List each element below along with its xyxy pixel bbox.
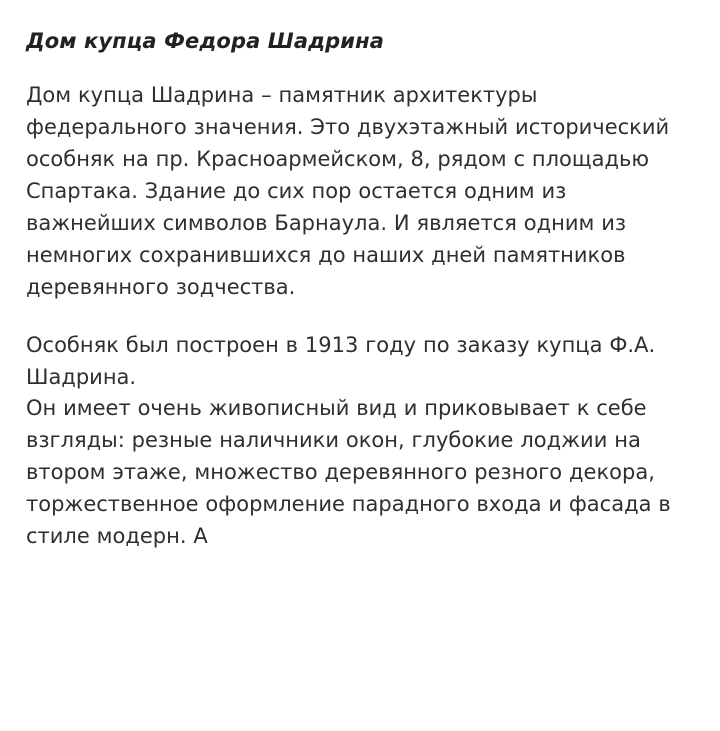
article-paragraph: Он имеет очень живописный вид и приковывает к себе взгляды: резные наличники окон, глубокие лоджии на втором этаже, множество деревянного резного декора, торжественное оформление парадного входа и фасада в стиле модерн. А	[26, 396, 671, 549]
article-body	[26, 80, 694, 553]
article-paragraph: Особняк был построен в 1913 году по заказу купца Ф.А. Шадрина.	[26, 332, 656, 389]
article-paragraph: Дом купца Шадрина – памятник архитектуры федерального значения. Это двухэтажный исторический особняк на пр. Красноармейском, 8, рядом с площадью Спартака. Здание до сих пор остается одним из важнейших символов Барнаула. И является одним из немногих сохранившихся до наших дней памятников деревянного зодчества.	[26, 83, 670, 299]
page-title: Дом купца Федора Шадрина	[26, 29, 384, 53]
